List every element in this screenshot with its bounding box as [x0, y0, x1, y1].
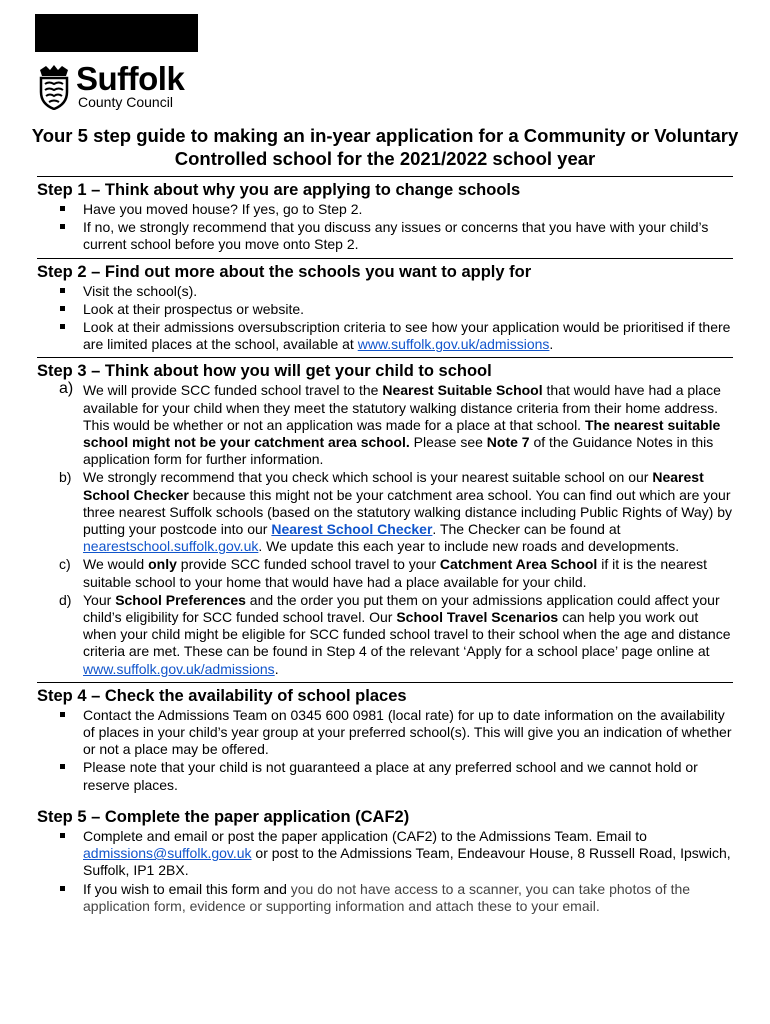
list-item: Visit the school(s). [37, 283, 733, 300]
list-item: d) Your School Preferences and the order you put them on your admissions application could affect your child’s eligibility for SCC funded school travel. Our School Travel Scenarios can help you work out when your child might be eligible for SCC funded school travel to their school when the age and distance criteria are met. These can be found in Step 4 of the relevant ‘Apply for a school place’ page online at www.suffolk.gov.uk/admissions. [59, 591, 731, 677]
step-3-heading: Step 3 – Think about how you will get your child to school [37, 362, 492, 381]
step-3-list [37, 382, 733, 677]
step-1-section [37, 176, 733, 254]
step-4-heading: Step 4 – Check the availability of school places [37, 686, 407, 705]
list-item: If you wish to email this form and you do not have access to a scanner, you can take photos of the application form, evidence or supporting information and attach these to your email. [37, 881, 733, 915]
step-2-heading: Step 2 – Find out more about the schools you want to apply for [37, 262, 532, 281]
logo-subtitle: County Council [78, 94, 173, 110]
list-item: Look at their prospectus or website. [37, 301, 733, 318]
nearest-school-checker-link[interactable]: Nearest School Checker [271, 521, 433, 538]
list-item: Contact the Admissions Team on 0345 600 0981 (local rate) for up to date information on the availability of places in your child’s year group at your preferred school(s). This will give you an indication of whether or not a place may be offered. [37, 707, 733, 759]
list-item: If no, we strongly recommend that you discuss any issues or concerns that you have with your child’s current school before you move onto Step 2. [37, 219, 733, 253]
crest-icon [36, 64, 72, 110]
nearestschool-url-link[interactable]: nearestschool.suffolk.gov.uk [83, 538, 259, 555]
list-item: Complete and email or post the paper application (CAF2) to the Admissions Team. Email to admissions@suffolk.gov.uk or post to the Admissions Team, Endeavour House, 8 Russell Road, Ipswich, Suffolk, IP1 2BX. [37, 828, 733, 880]
step-3-section [37, 357, 733, 677]
step-4-section [37, 682, 733, 794]
step-4-list [37, 707, 733, 794]
list-item: Please note that your child is not guaranteed a place at any preferred school and we cannot hold or reserve places. [37, 759, 733, 793]
step-5-heading: Step 5 – Complete the paper application (CAF2) [37, 807, 410, 826]
step-1-list [37, 201, 733, 254]
list-item: c) We would only provide SCC funded school travel to your Catchment Area School if it is the nearest suitable school to your home that would have had a place available for your child. [59, 556, 708, 590]
admissions-link[interactable]: www.suffolk.gov.uk/admissions [357, 336, 550, 353]
list-item: Have you moved house? If yes, go to Step 2. [37, 201, 733, 218]
guide-content [37, 176, 733, 919]
step-5-section [37, 798, 733, 915]
list-item: a) We will provide SCC funded school travel to the Nearest Suitable School that would have had a place available for your child when they meet the statutory walking distance criteria from their home address. This would be whether or not an application was made for a place at that school. The nearest suitable school might not be your catchment area school. Please see Note 7 of the Guidance Notes in this application form for further information. [59, 380, 721, 468]
redacted-form-label [35, 14, 198, 52]
list-item: Look at their admissions oversubscription criteria to see how your application would be prioritised if there are limited places at the school, available at www.suffolk.gov.uk/admissions. [37, 319, 733, 353]
step-2-list [37, 283, 733, 354]
admissions-email-link[interactable]: admissions@suffolk.gov.uk [83, 845, 252, 862]
step-5-list [37, 828, 733, 915]
list-item: b) We strongly recommend that you check which school is your nearest suitable school on our Nearest School Checker because this might not be your catchment area school. You can find out which are your three nearest Suffolk schools (based on the statutory walking distance including Public Rights of Way) by putting your postcode into our Nearest School Checker. The Checker can be found at nearestschool.suffolk.gov.uk. We update this each year to include new roads and developments. [59, 469, 733, 555]
logo-name: Suffolk [76, 60, 185, 97]
admissions-link[interactable]: www.suffolk.gov.uk/admissions [83, 660, 275, 677]
step-2-section [37, 258, 733, 354]
page-title: Your 5 step guide to making an in-year application for a Community or Voluntary Controlled school for the 2021/2022 school year [31, 125, 739, 169]
suffolk-county-council-logo [36, 60, 185, 112]
step-1-heading: Step 1 – Think about why you are applying to change schools [37, 181, 521, 199]
